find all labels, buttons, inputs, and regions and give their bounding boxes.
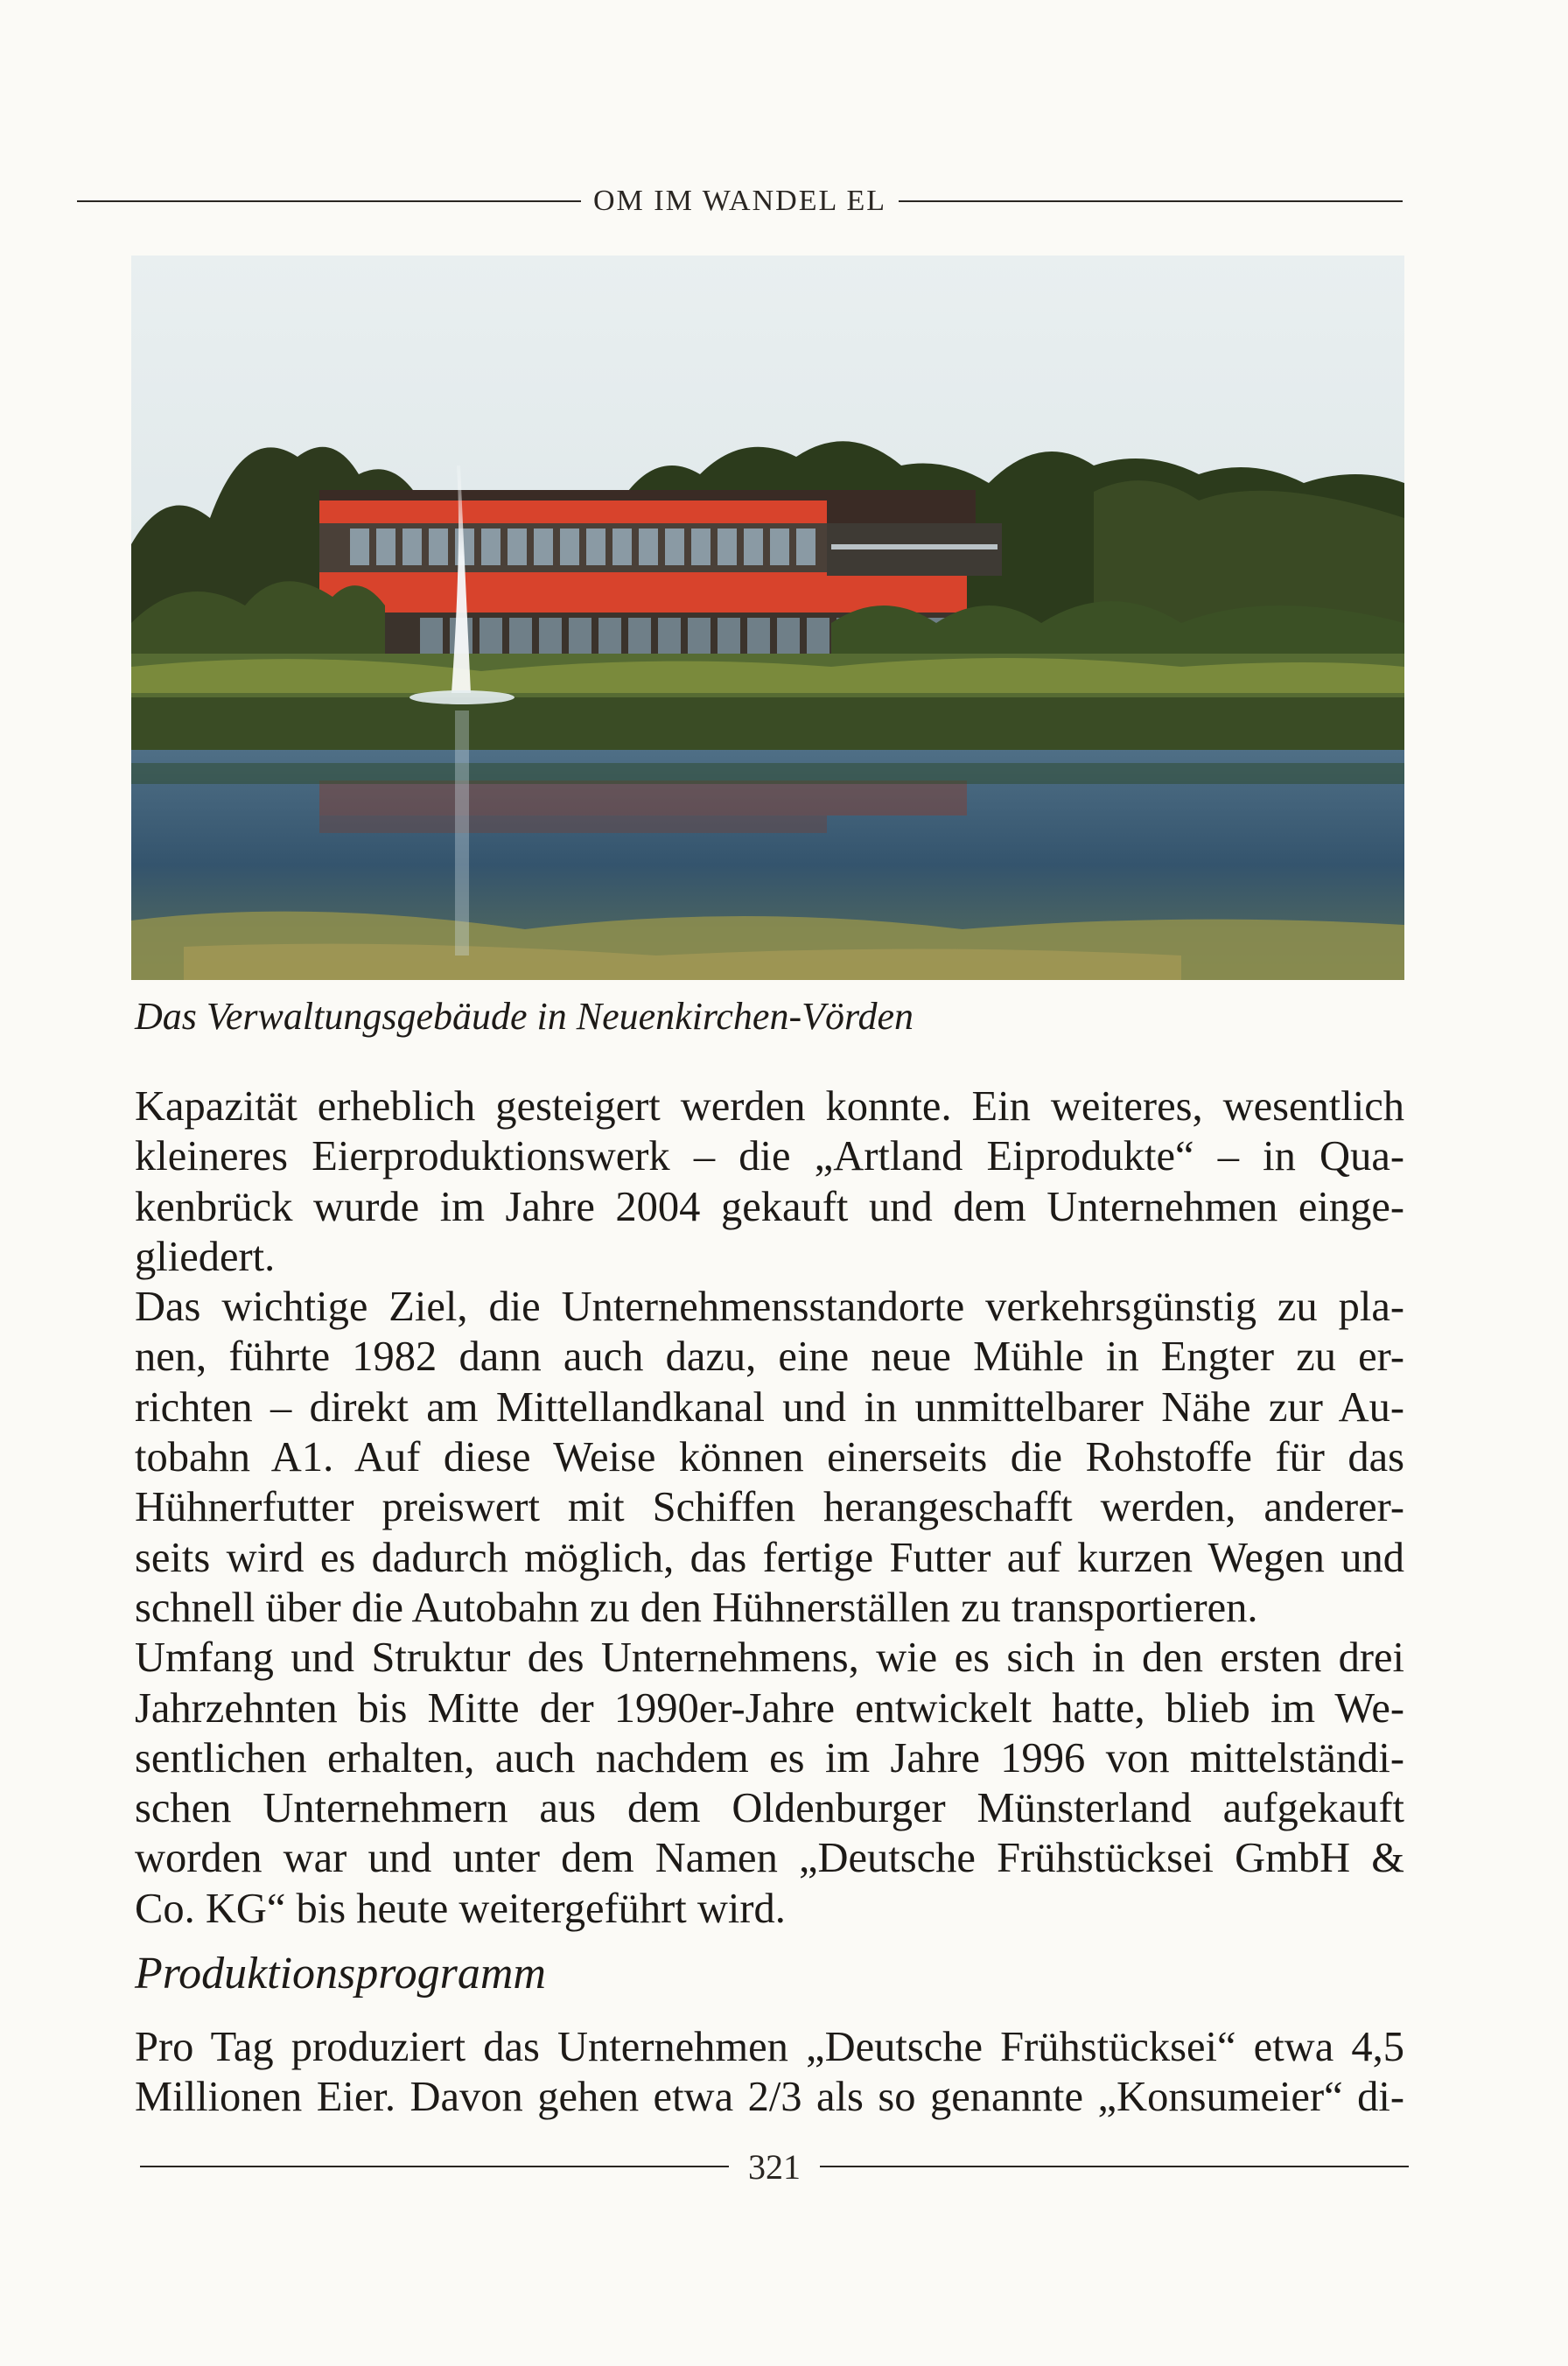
section-heading: Produktionsprogramm bbox=[135, 1949, 546, 1998]
header-rule-right bbox=[899, 200, 1403, 202]
text-line: worden war und unter dem Namen „Deutsche Frühstücksei GmbH & bbox=[135, 1835, 1404, 1882]
text-line: Pro Tag produziert das Unternehmen „Deutsche Frühstücksei“ etwa 4,5 bbox=[135, 2024, 1404, 2070]
text-line: sentlichen erhalten, auch nachdem es im Jahre 1996 von mittelständi- bbox=[135, 1734, 1404, 1782]
section-body-text bbox=[135, 2022, 1404, 2123]
running-header bbox=[77, 175, 1403, 228]
body-text bbox=[135, 1082, 1404, 1934]
text-line: Das wichtige Ziel, die Unternehmensstandorte verkehrsgünstig zu pla- bbox=[135, 1284, 1404, 1331]
text-line: tobahn A1. Auf diese Weise können einerseits die Rohstoffe für das bbox=[135, 1434, 1404, 1481]
page-number: 321 bbox=[748, 2146, 801, 2187]
building-photo bbox=[131, 256, 1404, 980]
text-line: schnell über die Autobahn zu den Hühnerställen zu transportieren. bbox=[135, 1584, 1258, 1631]
text-line: seits wird es dadurch möglich, das fertige Futter auf kurzen Wegen und bbox=[135, 1534, 1404, 1581]
text-line: richten – direkt am Mittellandkanal und in unmittelbarer Nähe zur Au- bbox=[135, 1383, 1404, 1431]
text-line: Umfang und Struktur des Unternehmens, wie es sich in den ersten drei bbox=[135, 1634, 1404, 1682]
footer-rule-left bbox=[140, 2166, 729, 2167]
paragraph-1 bbox=[135, 1082, 1404, 1282]
running-footer bbox=[140, 2140, 1409, 2193]
text-line: Kapazität erheblich gesteigert werden konnte. Ein weiteres, wesentlich bbox=[135, 1083, 1404, 1130]
header-rule-left bbox=[77, 200, 581, 202]
running-header-title: OM IM WANDEL EL bbox=[592, 185, 887, 217]
text-line: gliedert. bbox=[135, 1233, 276, 1280]
text-line: kenbrück wurde im Jahre 2004 gekauft und dem Unternehmen einge- bbox=[135, 1183, 1404, 1230]
text-line: Millionen Eier. Davon gehen etwa 2/3 als so genannte „Konsumeier“ di- bbox=[135, 2074, 1404, 2121]
text-line: nen, führte 1982 dann auch dazu, eine neue Mühle in Engter zu er- bbox=[135, 1334, 1404, 1381]
text-line: kleineres Eierproduktionswerk – die „Artland Eiprodukte“ – in Qua- bbox=[135, 1133, 1404, 1180]
footer-rule-right bbox=[820, 2166, 1409, 2167]
photo-caption: Das Verwaltungsgebäude in Neuenkirchen-Vörden bbox=[135, 995, 914, 1038]
text-line: Co. KG“ bis heute weitergeführt wird. bbox=[135, 1885, 786, 1932]
text-line: schen Unternehmern aus dem Oldenburger Münsterland aufgekauft bbox=[135, 1785, 1404, 1832]
paragraph-3 bbox=[135, 1633, 1404, 1934]
paragraph-2 bbox=[135, 1282, 1404, 1633]
text-line: Hühnerfutter preiswert mit Schiffen herangeschafft werden, anderer- bbox=[135, 1484, 1404, 1531]
text-line: Jahrzehnten bis Mitte der 1990er-Jahre entwickelt hatte, blieb im We- bbox=[135, 1684, 1404, 1732]
